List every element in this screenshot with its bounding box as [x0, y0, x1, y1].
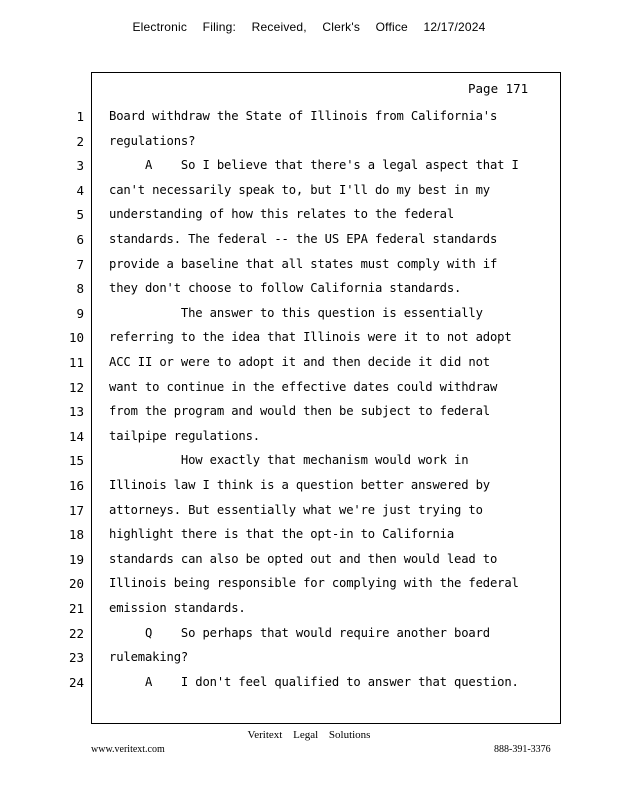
line-number: 11: [68, 355, 84, 370]
line-text: emission standards.: [109, 601, 246, 615]
line-number: 13: [68, 404, 84, 420]
header-date: 12/17/2024: [423, 20, 486, 34]
footer-solutions: Solutions: [328, 729, 371, 741]
transcript-line: [0, 257, 618, 281]
line-text: ACC II or were to adopt it and then decide it did not: [109, 355, 490, 369]
header-electronic: Electronic: [132, 20, 188, 34]
line-number: 18: [68, 527, 84, 543]
transcript-line: [0, 404, 618, 428]
transcript-line: [0, 552, 618, 576]
footer-veritext: Veritext: [247, 729, 283, 741]
transcript-line: [0, 453, 618, 477]
line-text: Q So perhaps that would require another board: [109, 625, 490, 640]
header-clerks: Clerk's: [322, 20, 361, 34]
line-number: 24: [68, 674, 84, 690]
header-received: Received,: [251, 20, 307, 34]
transcript-line: [0, 281, 618, 305]
line-text: standards. The federal -- the US EPA federal standards: [109, 232, 498, 246]
line-text: rulemaking?: [109, 650, 189, 665]
line-text: understanding of how this relates to the federal: [109, 207, 454, 222]
page-number: Page 171: [468, 81, 529, 96]
line-number: 20: [68, 576, 84, 592]
transcript-line: [0, 207, 618, 231]
header-filing: Filing:: [202, 20, 237, 34]
transcript-line: [0, 478, 618, 502]
line-text: referring to the idea that Illinois were it to not adopt: [109, 330, 512, 345]
line-number: 21: [68, 601, 84, 616]
line-text: can't necessarily speak to, but I'll do my best in my: [109, 182, 490, 197]
transcript-line: [0, 109, 618, 133]
transcript-line: [0, 134, 618, 158]
line-number: 17: [68, 502, 84, 518]
transcript-line: [0, 355, 618, 379]
line-text: they don't choose to follow California standards.: [109, 281, 462, 296]
line-text: Board withdraw the State of Illinois from California's: [109, 109, 498, 123]
line-number: 7: [76, 256, 84, 272]
header-office: Office: [375, 20, 408, 34]
transcript-line: [0, 232, 618, 256]
line-text: How exactly that mechanism would work in: [109, 453, 469, 468]
transcript-line: [0, 183, 618, 207]
transcript-line: [0, 626, 618, 650]
transcript-line: [0, 380, 618, 404]
line-number: 8: [76, 281, 84, 297]
line-number: 4: [76, 182, 84, 198]
line-text: regulations?: [109, 133, 196, 148]
line-text: Illinois law I think is a question better answered by: [109, 478, 490, 492]
line-text: tailpipe regulations.: [109, 428, 260, 443]
transcript-line: [0, 330, 618, 354]
transcript-line: [0, 429, 618, 453]
line-text: standards can also be opted out and then would lead to: [109, 551, 498, 566]
line-number: 19: [68, 551, 84, 567]
line-text: want to continue in the effective dates could withdraw: [109, 379, 498, 394]
line-number: 14: [68, 428, 84, 444]
line-number: 15: [68, 453, 84, 469]
line-text: Illinois being responsible for complying with the federal: [109, 576, 519, 591]
transcript-line: [0, 527, 618, 551]
line-number: 10: [68, 330, 84, 346]
line-number: 16: [68, 478, 84, 493]
line-text: A So I believe that there's a legal aspect that I: [109, 158, 519, 173]
line-text: attorneys. But essentially what we're just trying to: [109, 502, 483, 517]
line-number: 2: [76, 133, 84, 149]
transcript-line: [0, 306, 618, 330]
line-number: 1: [76, 109, 84, 124]
footer-website: www.veritext.com: [91, 744, 165, 755]
footer-company: [0, 729, 618, 741]
line-number: 3: [76, 158, 84, 174]
line-number: 12: [68, 379, 84, 395]
line-text: highlight there is that the opt-in to California: [109, 527, 454, 542]
transcript-line: [0, 158, 618, 182]
line-text: A I don't feel qualified to answer that question.: [109, 674, 519, 689]
footer-legal: Legal: [293, 729, 319, 741]
filing-header: [0, 20, 618, 34]
transcript-line: [0, 503, 618, 527]
transcript-line: [0, 601, 618, 625]
line-number: 6: [76, 232, 84, 247]
footer-phone: 888-391-3376: [494, 744, 551, 755]
line-number: 5: [76, 207, 84, 223]
line-number: 23: [68, 650, 84, 666]
line-number: 9: [76, 305, 84, 321]
line-text: provide a baseline that all states must comply with if: [109, 256, 498, 271]
line-text: The answer to this question is essentially: [109, 305, 483, 320]
transcript-line: [0, 576, 618, 600]
transcript-line: [0, 675, 618, 699]
line-text: from the program and would then be subject to federal: [109, 404, 490, 419]
transcript-line: [0, 650, 618, 674]
line-number: 22: [68, 625, 84, 641]
